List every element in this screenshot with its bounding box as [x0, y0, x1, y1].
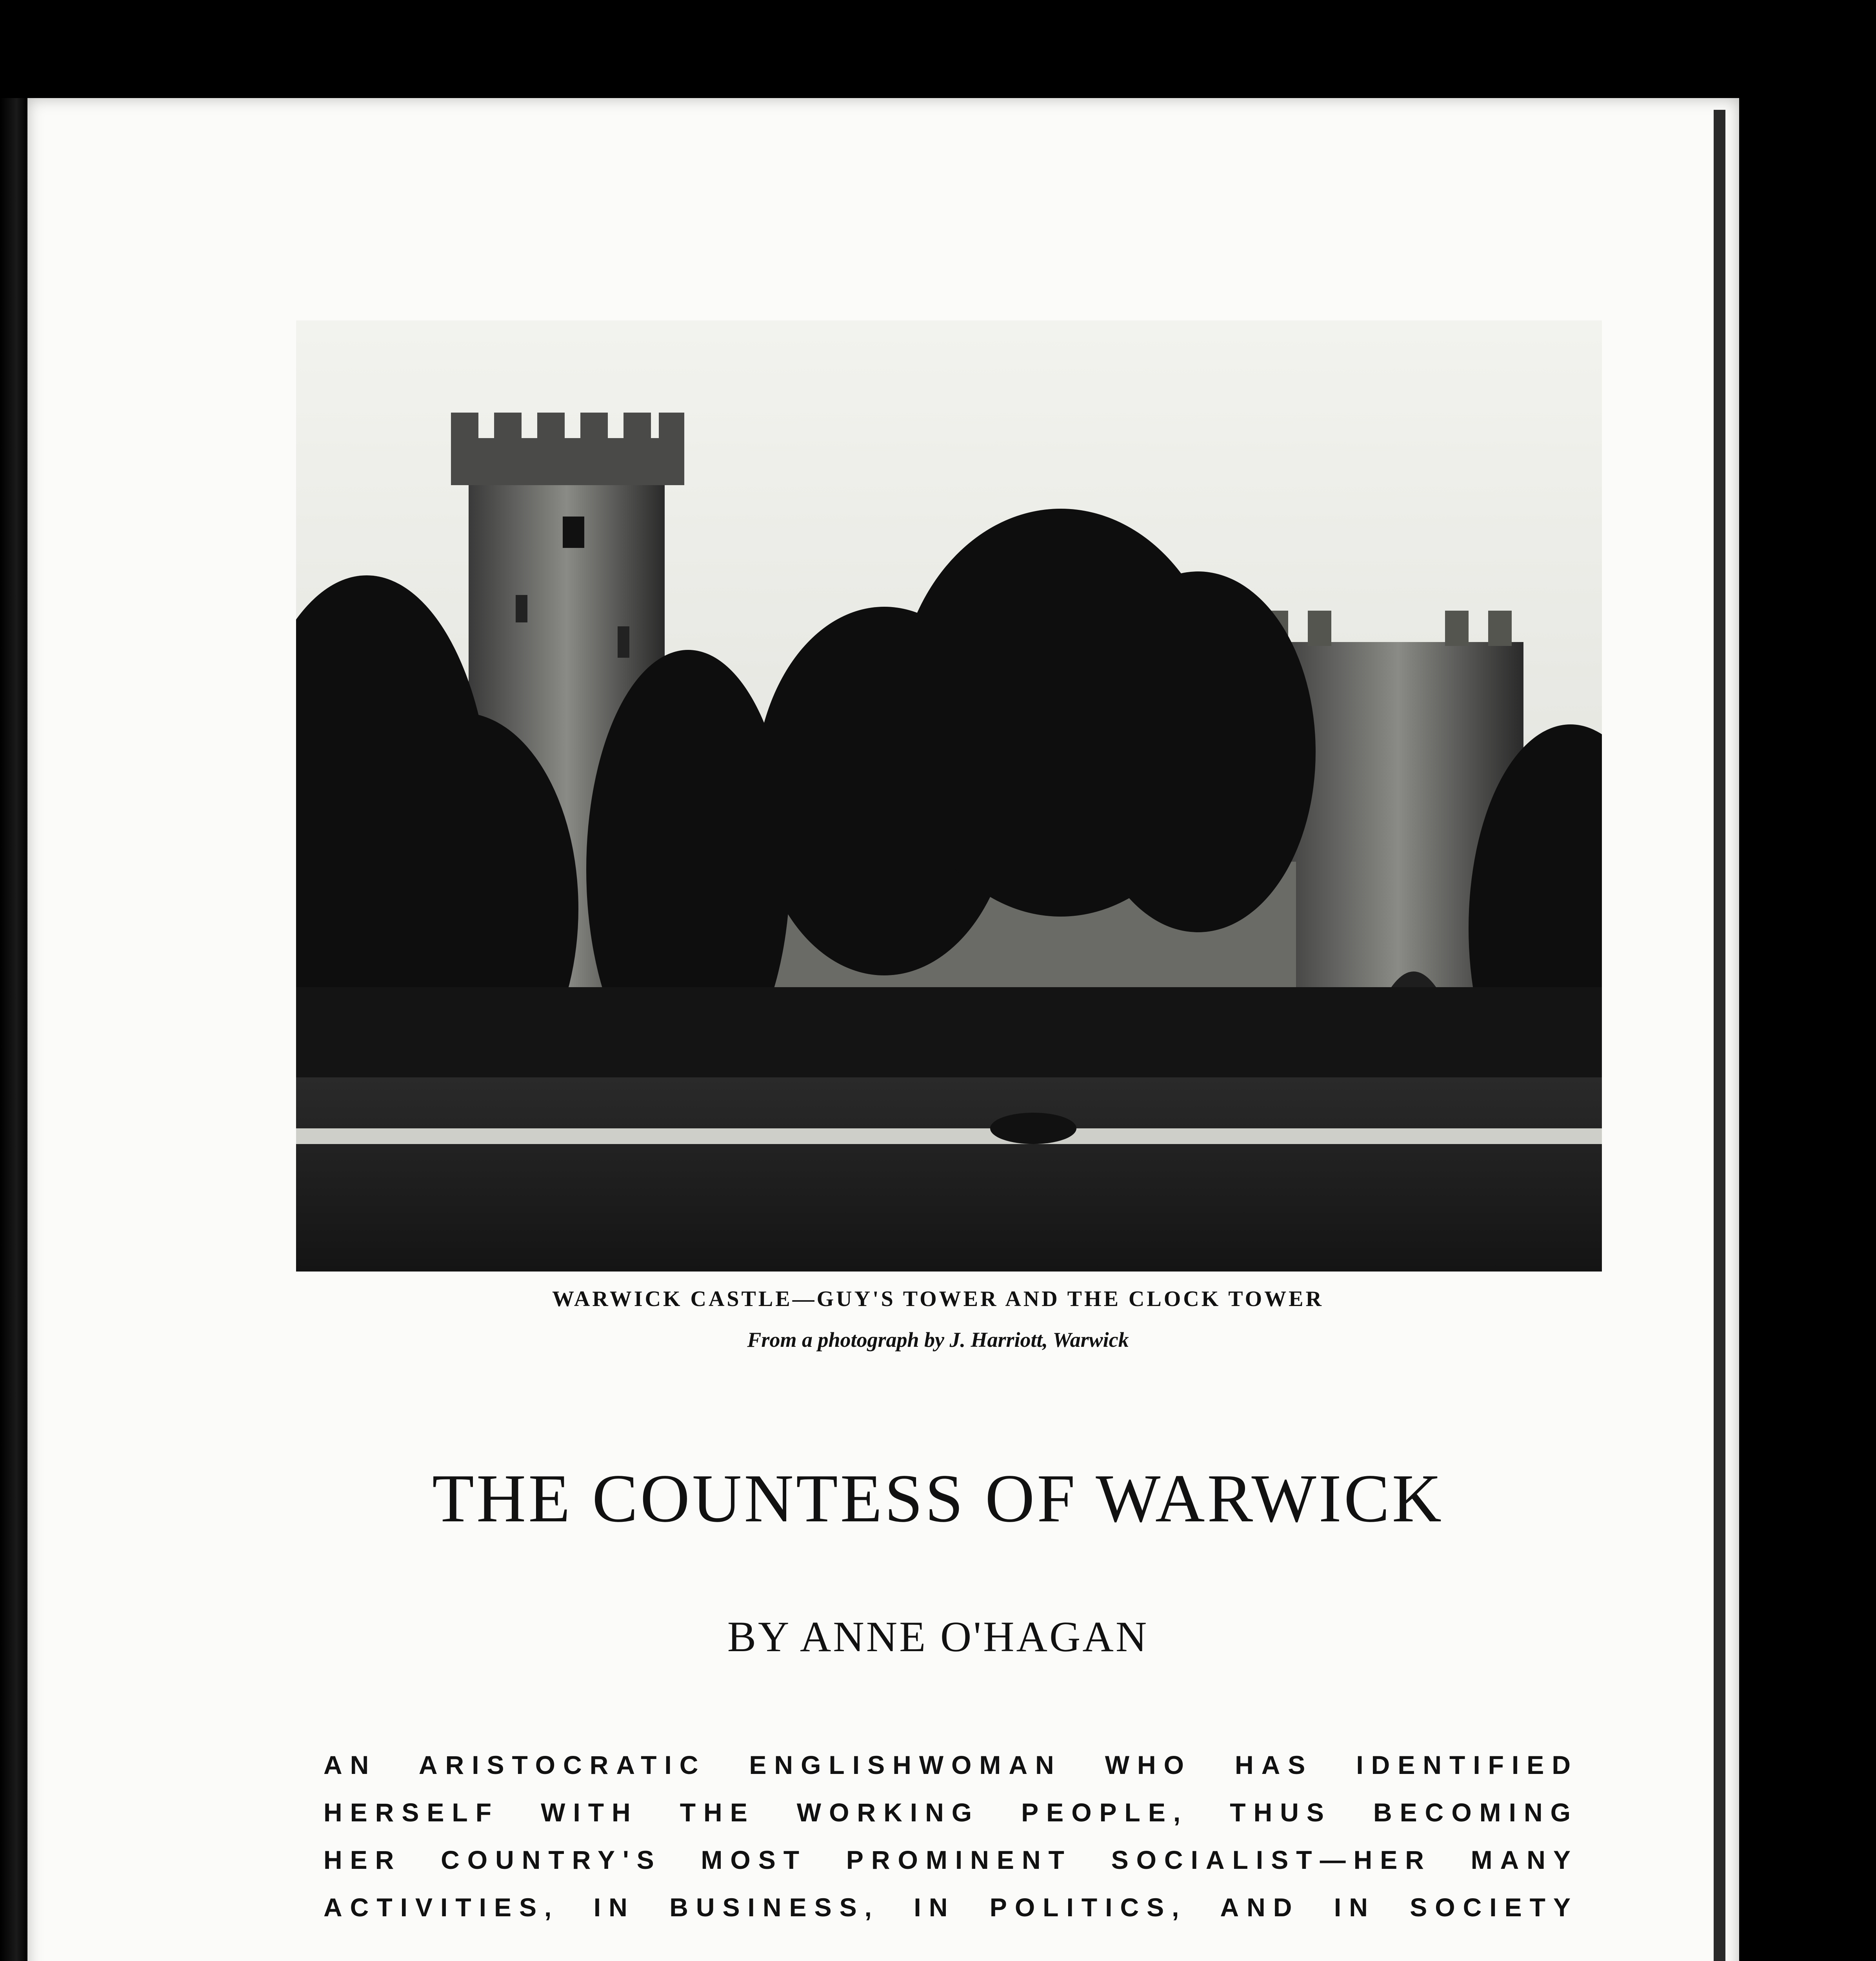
castle-photograph [296, 320, 1602, 1272]
deck-line: AN ARISTOCRATIC ENGLISHWOMAN WHO HAS IDENTIFIED [324, 1750, 1578, 1779]
deck-line: ACTIVITIES, IN BUSINESS, IN POLITICS, AND IN SOCIETY [324, 1893, 1578, 1922]
article-deck [324, 1741, 1578, 1931]
photo-caption-title: WARWICK CASTLE—GUY'S TOWER AND THE CLOCK TOWER [552, 1287, 1324, 1311]
article-title: THE COUNTESS OF WARWICK [432, 1460, 1444, 1536]
castle-photograph-image [296, 320, 1602, 1272]
deck-line: HERSELF WITH THE WORKING PEOPLE, THUS BECOMING [324, 1798, 1578, 1827]
photo-caption-credit: From a photograph by J. Harriott, Warwick [747, 1328, 1129, 1352]
spine-edge [0, 98, 27, 1961]
article-byline: BY ANNE O'HAGAN [727, 1613, 1149, 1661]
deck-line: HER COUNTRY'S MOST PROMINENT SOCIALIST—HER MANY [324, 1845, 1578, 1874]
page-right-edge [1714, 110, 1725, 1961]
